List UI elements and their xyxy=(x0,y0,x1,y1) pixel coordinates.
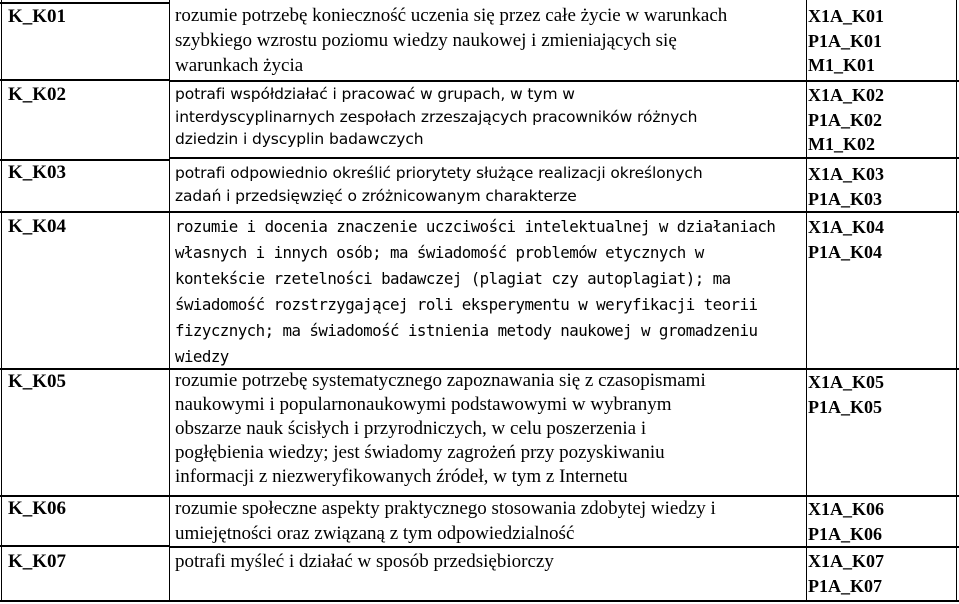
table-row xyxy=(0,78,959,158)
reference-code: P1A_K07 xyxy=(808,575,882,596)
outcome-references xyxy=(808,162,908,211)
reference-code: X1A_K04 xyxy=(808,217,884,237)
reference-code: X1A_K06 xyxy=(808,499,884,519)
outcome-description: rozumie i docenia znaczenie uczciwości intelektualnej w działaniach własnych i innych osób; ma świadomość problemów etycznych w kontekście rzetelności badawczej (plagiat czy autoplagiat); ma świadomość rozstrzygającej roli eksperymentu w weryfikacji teorii fizycznych; ma świadomość istnienia metody naukowej w gromadzeniu wiedzy xyxy=(175,217,776,366)
reference-code: X1A_K07 xyxy=(808,551,884,571)
reference-code: P1A_K06 xyxy=(808,523,882,544)
outcome-code: K_K05 xyxy=(8,371,67,392)
outcome-references xyxy=(808,83,908,157)
column-divider xyxy=(169,0,170,602)
row-divider xyxy=(0,2,170,4)
table-row xyxy=(0,496,959,546)
row-divider xyxy=(0,211,170,213)
row-divider xyxy=(170,157,959,159)
row-divider xyxy=(0,159,170,161)
reference-code: P1A_K05 xyxy=(808,396,882,417)
outcome-code: K_K04 xyxy=(8,216,67,237)
reference-code: M1_K01 xyxy=(808,55,875,75)
row-divider xyxy=(170,495,959,497)
table-row xyxy=(0,212,959,369)
row-divider xyxy=(0,600,959,602)
outcome-description: potrafi myśleć i działać w sposób przedsiębiorczy xyxy=(175,551,554,572)
reference-code: P1A_K01 xyxy=(808,30,882,51)
row-divider xyxy=(0,368,170,370)
outcome-code: K_K01 xyxy=(8,6,67,27)
outcome-references xyxy=(808,370,908,419)
outcome-description: potrafi współdziałać i pracować w grupach, w tym w interdyscyplinarnych zespołach zrzeszających pracowników różnych dziedzin i dyscyplin badawczych xyxy=(175,85,698,148)
outcome-description: potrafi odpowiednio określić priorytety służące realizacji określonych zadań i przedsięwzięć o zróżnicowanym charakterze xyxy=(175,164,703,205)
outcome-code: K_K07 xyxy=(8,551,67,572)
outcome-references xyxy=(808,215,908,264)
outcome-code: K_K02 xyxy=(8,84,67,105)
outcome-description: rozumie potrzebę systematycznego zapoznawania się z czasopismami naukowymi i popularnonaukowymi podstawowymi w wybranym obszarze nauk ścisłych i przyrodniczych, w celu poszerzenia i pogłębienia wiedzy; jest świadomy zagrożeń przy pozyskiwaniu informacji z niezweryfikowanych źródeł, w tym z Internetu xyxy=(175,370,706,487)
row-divider xyxy=(0,545,170,547)
outcome-references xyxy=(808,4,908,78)
row-divider xyxy=(170,368,959,370)
column-divider xyxy=(806,0,807,602)
table-row xyxy=(0,0,959,78)
reference-code: X1A_K02 xyxy=(808,85,884,105)
outcome-description: rozumie społeczne aspekty praktycznego stosowania zdobytej wiedzy i umiejętności oraz związaną z tym odpowiedzialność xyxy=(175,498,716,544)
row-divider xyxy=(170,546,959,548)
table-row xyxy=(0,158,959,212)
reference-code: P1A_K04 xyxy=(808,241,882,262)
table-row xyxy=(0,369,959,496)
left-border xyxy=(1,0,2,602)
outcome-references xyxy=(808,497,908,546)
reference-code: M1_K02 xyxy=(808,134,875,154)
reference-code: X1A_K05 xyxy=(808,372,884,392)
reference-code: P1A_K03 xyxy=(808,188,882,209)
row-divider xyxy=(170,80,810,82)
right-border xyxy=(956,0,957,602)
row-divider xyxy=(805,80,959,82)
table-row xyxy=(0,546,959,604)
outcome-code: K_K06 xyxy=(8,498,67,519)
reference-code: X1A_K01 xyxy=(808,6,884,26)
reference-code: P1A_K02 xyxy=(808,109,882,130)
reference-code: X1A_K03 xyxy=(808,164,884,184)
row-divider xyxy=(170,211,959,213)
row-divider xyxy=(0,79,170,81)
outcome-references xyxy=(808,549,908,598)
outcome-description: rozumie potrzebę konieczność uczenia się przez całe życie w warunkach szybkiego wzrostu poziomu wiedzy naukowej i zmieniających się warunkach życia xyxy=(175,5,728,76)
outcome-code: K_K03 xyxy=(8,162,67,183)
row-divider xyxy=(0,495,170,497)
